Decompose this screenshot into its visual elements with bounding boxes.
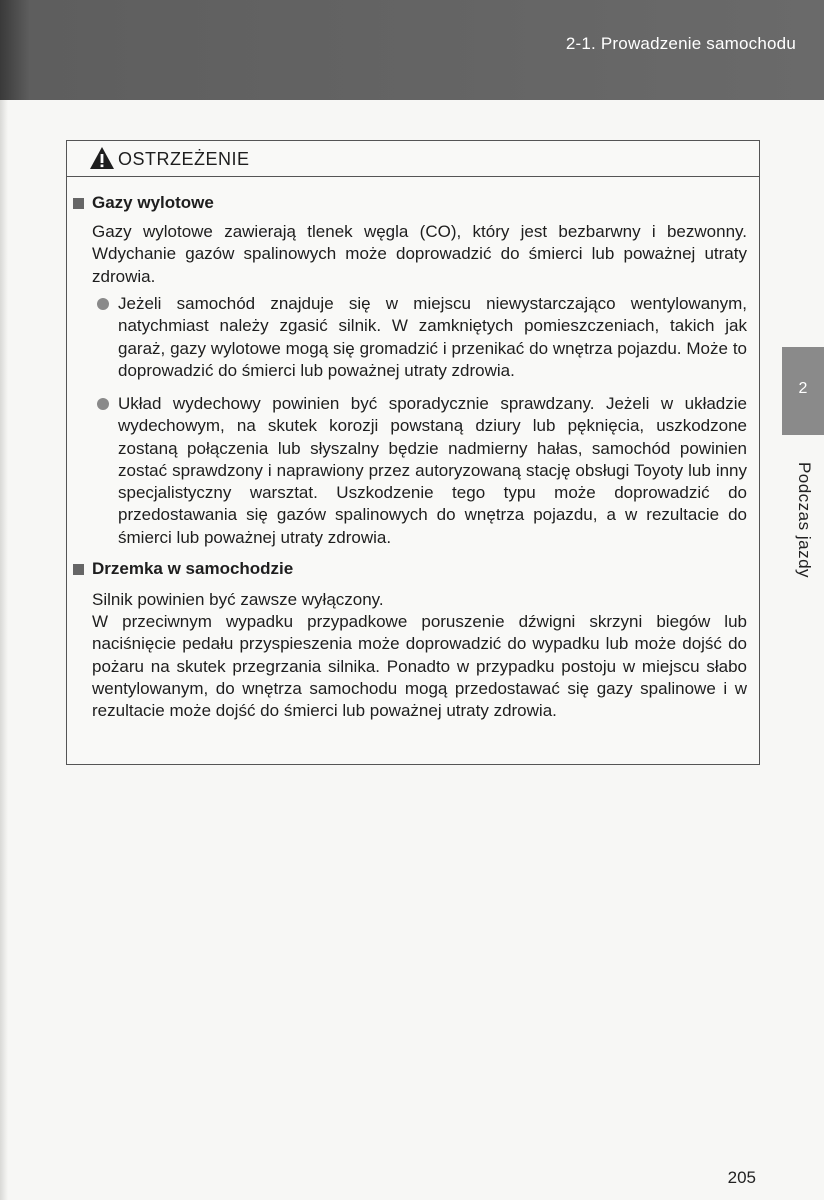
chapter-tab [782, 347, 824, 435]
bullet-dot-icon [97, 398, 109, 410]
warning-title: OSTRZEŻENIE [118, 149, 250, 169]
page-number: 205 [727, 1168, 756, 1187]
bullet-dot-icon [97, 298, 109, 310]
page-header [0, 0, 824, 100]
nap-line-1: Silnik powinien być zawsze wyłączony. [92, 590, 384, 609]
list-item [92, 393, 747, 549]
section-heading-nap [73, 559, 293, 579]
warning-box [66, 140, 760, 765]
bullet-text: Układ wydechowy powinien być sporadycznie sprawdzany. Jeżeli w układzie wydechowym, na skutek korozji powstaną dziury lub pęknięcia, uszkodzone zostaną połączenia lub słyszalny będzie nadmierny hałas, samochód powinien zostać sprawdzony i naprawiony przez autoryzowaną stację obsługi Toyoty lub inny specjalistyczny warsztat. Uszkodzenie tego typu może doprowadzić do przedostawania się gazów spalinowych do wnętrza pojazdu, a w rezultacie do śmierci lub poważnej utraty zdrowia. [118, 394, 747, 547]
section-title: 2-1. Prowadzenie samochodu [565, 34, 796, 53]
warning-header [67, 141, 759, 177]
section-heading-exhaust [73, 193, 214, 213]
chapter-number: 2 [798, 380, 808, 397]
warning-triangle-icon [89, 146, 115, 170]
square-bullet-icon [73, 564, 84, 575]
square-bullet-icon [73, 198, 84, 209]
section-heading-text: Drzemka w samochodzie [92, 559, 294, 578]
list-item [92, 293, 747, 382]
exhaust-intro: Gazy wylotowe zawierają tlenek węgla (CO), który jest bezbarwny i bezwonny. Wdychanie gazów spalinowych może doprowadzić do śmierci lub poważnej utraty zdrowia. [92, 222, 747, 286]
nap-line-2: W przeciwnym wypadku przypadkowe poruszenie dźwigni skrzyni biegów lub naciśnięcie pedału przyspieszenia może doprowadzić do wypadku lub może dojść do pożaru na skutek przegrzania silnika. Ponadto w przypadku postoju w miejscu słabo wentylowanym, do wnętrza samochodu mogą przedostawać się gazy spalinowe i w rezultacie może dojść do śmierci lub poważnej utraty zdrowia. [92, 612, 747, 721]
bullet-text: Jeżeli samochód znajduje się w miejscu niewystarczająco wentylowanym, natychmiast należy zgasić silnik. W zamkniętych pomieszczeniach, takich jak garaż, gazy wylotowe mogą się gromadzić i przenikać do wnętrza pojazdu. Może to doprowadzić do śmierci lub poważnej utraty zdrowia. [118, 294, 747, 380]
section-heading-text: Gazy wylotowe [92, 193, 214, 212]
chapter-label: Podczas jazdy [795, 461, 814, 579]
binding-edge [0, 100, 8, 1200]
